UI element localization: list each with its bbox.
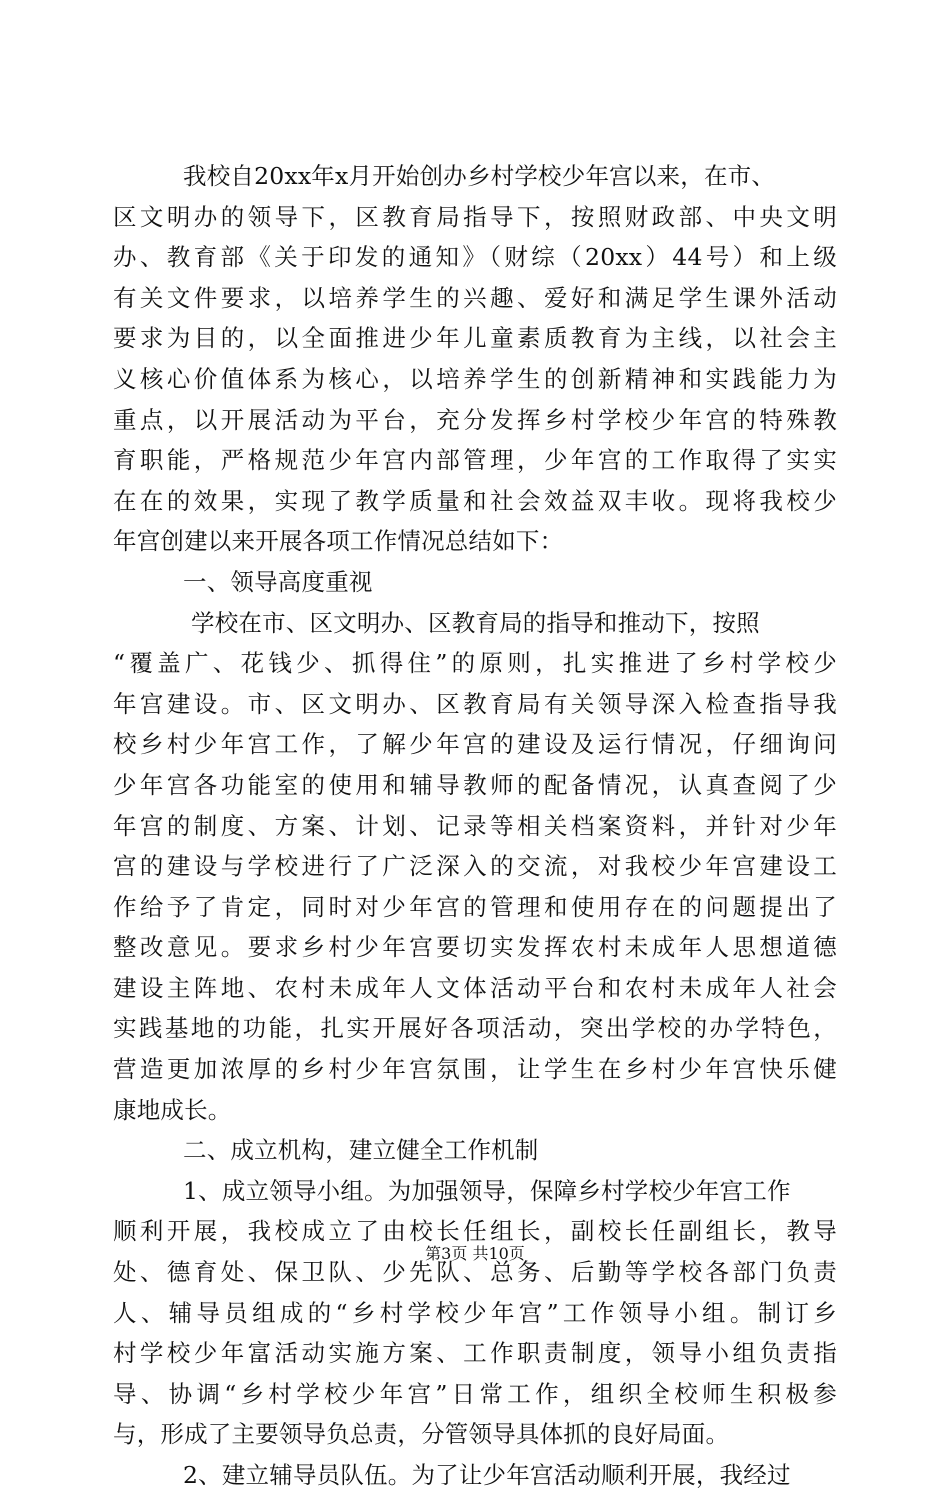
paragraph-line: 学校在市、区文明办、区教育局的指导和推动下，按照 bbox=[191, 608, 760, 637]
paragraph-line: 宫的建设与学校进行了广泛深入的交流，对我校少年宫建设工 bbox=[113, 852, 837, 881]
paragraph-line: 处、德育处、保卫队、少先队、总务、后勤等学校各部门负责 bbox=[113, 1258, 837, 1287]
paragraph-line: 康地成长。 bbox=[113, 1095, 232, 1124]
paragraph-line: 与，形成了主要领导负总责，分管领导具体抓的良好局面。 bbox=[113, 1420, 730, 1449]
paragraph-line: 村学校少年富活动实施方案、工作职责制度，领导小组负责指 bbox=[113, 1339, 837, 1368]
paragraph-line: 顺利开展，我校成立了由校长任组长，副校长任副组长，教导 bbox=[113, 1217, 837, 1246]
paragraph-line: 2、建立辅导员队伍。为了让少年宫活动顺利开展，我经过 bbox=[183, 1461, 791, 1489]
page-number-footer: 第3页 共10页 bbox=[425, 1244, 525, 1263]
paragraph-line: 有关文件要求，以培养学生的兴趣、爱好和满足学生课外活动 bbox=[113, 283, 837, 312]
section-heading: 一、领导高度重视 bbox=[183, 567, 373, 596]
paragraph-line: 校乡村少年宫工作，了解少年宫的建设及运行情况，仔细询问 bbox=[113, 730, 837, 759]
paragraph-line: 在在的效果，实现了教学质量和社会效益双丰收。现将我校少 bbox=[113, 486, 837, 515]
paragraph-line: 我校自20xx年x月开始创办乡村学校少年宫以来，在市、 bbox=[183, 162, 776, 190]
paragraph-line: 人、辅导员组成的“乡村学校少年宫”工作领导小组。制订乡 bbox=[113, 1298, 837, 1327]
paragraph-line: 区文明办的领导下，区教育局指导下，按照财政部、中央文明 bbox=[113, 202, 837, 231]
paragraph-line: 要求为目的，以全面推进少年儿童素质教育为主线，以社会主 bbox=[113, 324, 837, 353]
section-heading: 二、成立机构，建立健全工作机制 bbox=[183, 1136, 539, 1165]
document-body bbox=[113, 156, 837, 1496]
paragraph-line: 营造更加浓厚的乡村少年宫氛围，让学生在乡村少年宫快乐健 bbox=[113, 1055, 837, 1084]
paragraph-line: 重点，以开展活动为平台，充分发挥乡村学校少年宫的特殊教 bbox=[113, 405, 837, 434]
paragraph-line: 1、成立领导小组。为加强领导，保障乡村学校少年宫工作 bbox=[183, 1176, 791, 1205]
paragraph-line: 导、协调“乡村学校少年宫”日常工作，组织全校师生积极参 bbox=[113, 1379, 837, 1408]
paragraph-line: 建设主阵地、农村未成年人文体活动平台和农村未成年人社会 bbox=[113, 973, 837, 1002]
paragraph-line: 育职能，严格规范少年宫内部管理，少年宫的工作取得了实实 bbox=[113, 446, 837, 475]
paragraph-line: “覆盖广、花钱少、抓得住”的原则，扎实推进了乡村学校少 bbox=[113, 649, 837, 678]
paragraph-line: 年宫建设。市、区文明办、区教育局有关领导深入检查指导我 bbox=[113, 689, 837, 718]
paragraph-line: 年宫创建以来开展各项工作情况总结如下： bbox=[113, 527, 564, 556]
paragraph-line: 少年宫各功能室的使用和辅导教师的配备情况，认真查阅了少 bbox=[113, 770, 837, 799]
paragraph-line: 作给予了肯定，同时对少年宫的管理和使用存在的问题提出了 bbox=[113, 892, 837, 921]
paragraph-line: 实践基地的功能，扎实开展好各项活动，突出学校的办学特色， bbox=[113, 1014, 837, 1043]
paragraph-line: 年宫的制度、方案、计划、记录等相关档案资料，并针对少年 bbox=[113, 811, 837, 840]
paragraph-line: 整改意见。要求乡村少年宫要切实发挥农村未成年人思想道德 bbox=[113, 933, 837, 962]
paragraph-line: 办、教育部《关于印发的通知》（财综（20xx）44号）和上级 bbox=[113, 243, 837, 272]
paragraph-line: 义核心价值体系为核心，以培养学生的创新精神和实践能力为 bbox=[113, 364, 837, 393]
